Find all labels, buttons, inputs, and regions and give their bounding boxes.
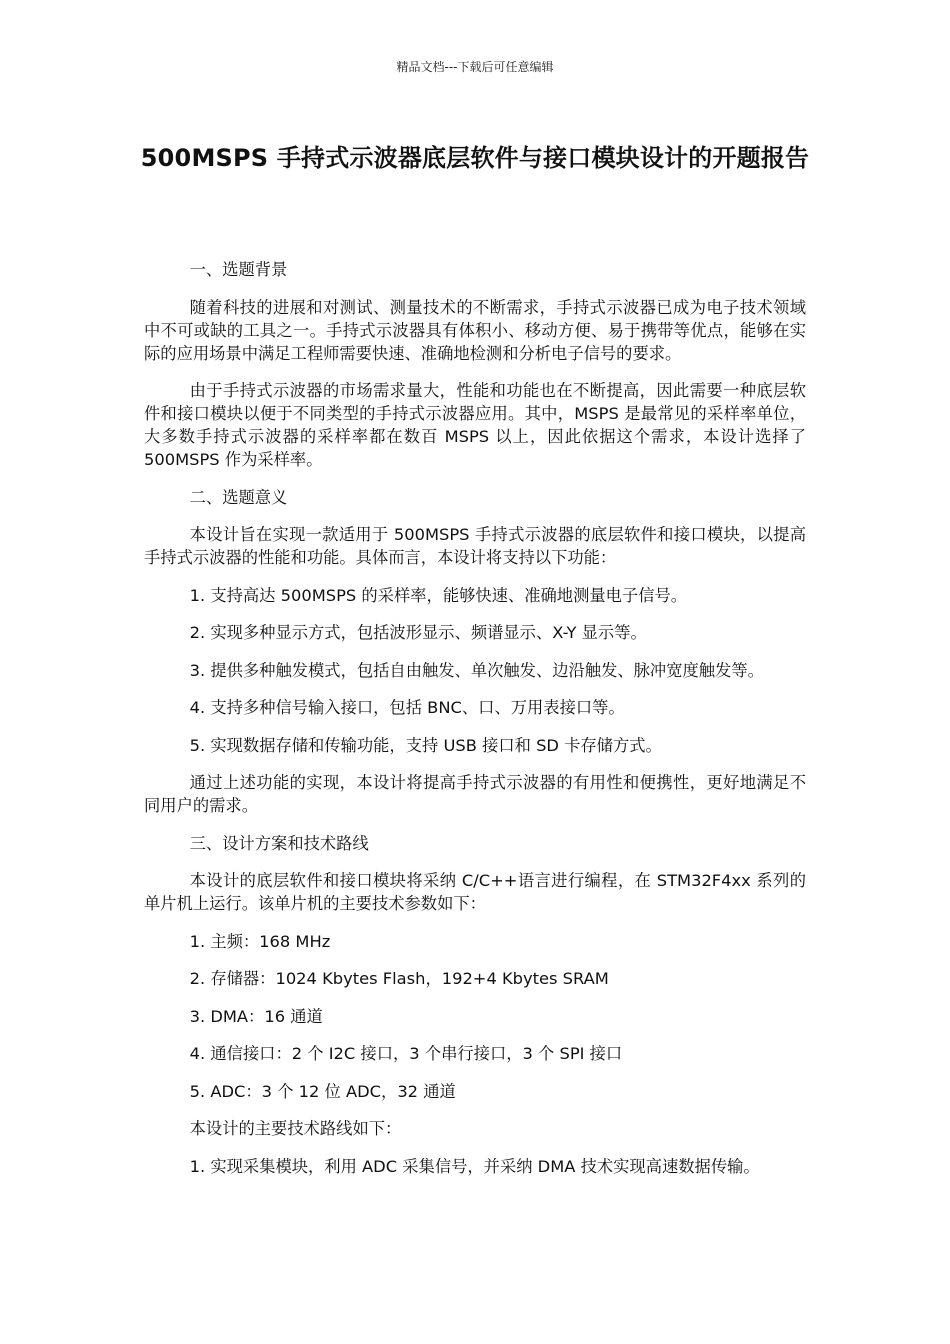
- section-heading: 二、选题意义: [189, 487, 288, 507]
- section-heading: 一、选题背景: [189, 260, 288, 279]
- list-item: 5. ADC：3 个 12 位 ADC，32 通道: [189, 1081, 456, 1101]
- list-item: 1. 支持高达 500MSPS 的采样率，能够快速、准确地测量电子信号。: [189, 585, 688, 605]
- list-item: 1. 实现采集模块，利用 ADC 采集信号，并采纳 DMA 技术实现高速数据传输。: [189, 1156, 760, 1176]
- paragraph: 本设计旨在实现一款适用于 500MSPS 手持式示波器的底层软件和接口模块，以提高手持式示波器的性能和功能。具体而言，本设计将支持以下功能：: [144, 525, 806, 567]
- document-title: 500MSPS 手持式示波器底层软件与接口模块设计的开题报告: [140, 144, 810, 172]
- paragraph: 随着科技的进展和对测试、测量技术的不断需求，手持式示波器已成为电子技术领域中不可或缺的工具之一。手持式示波器具有体积小、移动方便、易于携带等优点，能够在实际的应用场景中满足工程师需要快速、准确地检测和分析电子信号的要求。: [144, 297, 806, 363]
- list-item: 4. 支持多种信号输入接口，包括 BNC、口、万用表接口等。: [189, 698, 625, 717]
- list-item: 4. 通信接口：2 个 I2C 接口，3 个串行接口，3 个 SPI 接口: [189, 1044, 623, 1063]
- header-note: 精品文档---下载后可任意编辑: [396, 60, 554, 74]
- list-item: 2. 存储器：1024 Kbytes Flash，192+4 Kbytes SRAM: [189, 969, 609, 988]
- list-item: 2. 实现多种显示方式，包括波形显示、频谱显示、X-Y 显示等。: [189, 623, 647, 642]
- paragraph: 由于手持式示波器的市场需求量大，性能和功能也在不断提高，因此需要一种底层软件和接口模块以便于不同类型的手持式示波器应用。其中，MSPS 是最常见的采样率单位，大多数手持式示波器的采样率都在数百 MSPS 以上，因此依据这个需求，本设计选择了 500MSPS 作为采样率。: [144, 381, 806, 469]
- paragraph: 本设计的主要技术路线如下：: [189, 1119, 402, 1138]
- paragraph: 本设计的底层软件和接口模块将采纳 C/C++语言进行编程，在 STM32F4xx 系列的单片机上运行。该单片机的主要技术参数如下：: [144, 871, 806, 913]
- paragraph: 通过上述功能的实现，本设计将提高手持式示波器的有用性和便携性，更好地满足不同用户的需求。: [144, 773, 806, 815]
- list-item: 1. 主频：168 MHz: [189, 931, 331, 951]
- list-item: 3. DMA：16 通道: [189, 1006, 323, 1026]
- section-heading: 三、设计方案和技术路线: [189, 833, 369, 853]
- document-body: [144, 258, 806, 1178]
- list-item: 3. 提供多种触发模式，包括自由触发、单次触发、边沿触发、脉冲宽度触发等。: [189, 660, 764, 680]
- list-item: 5. 实现数据存储和传输功能，支持 USB 接口和 SD 卡存储方式。: [189, 735, 662, 755]
